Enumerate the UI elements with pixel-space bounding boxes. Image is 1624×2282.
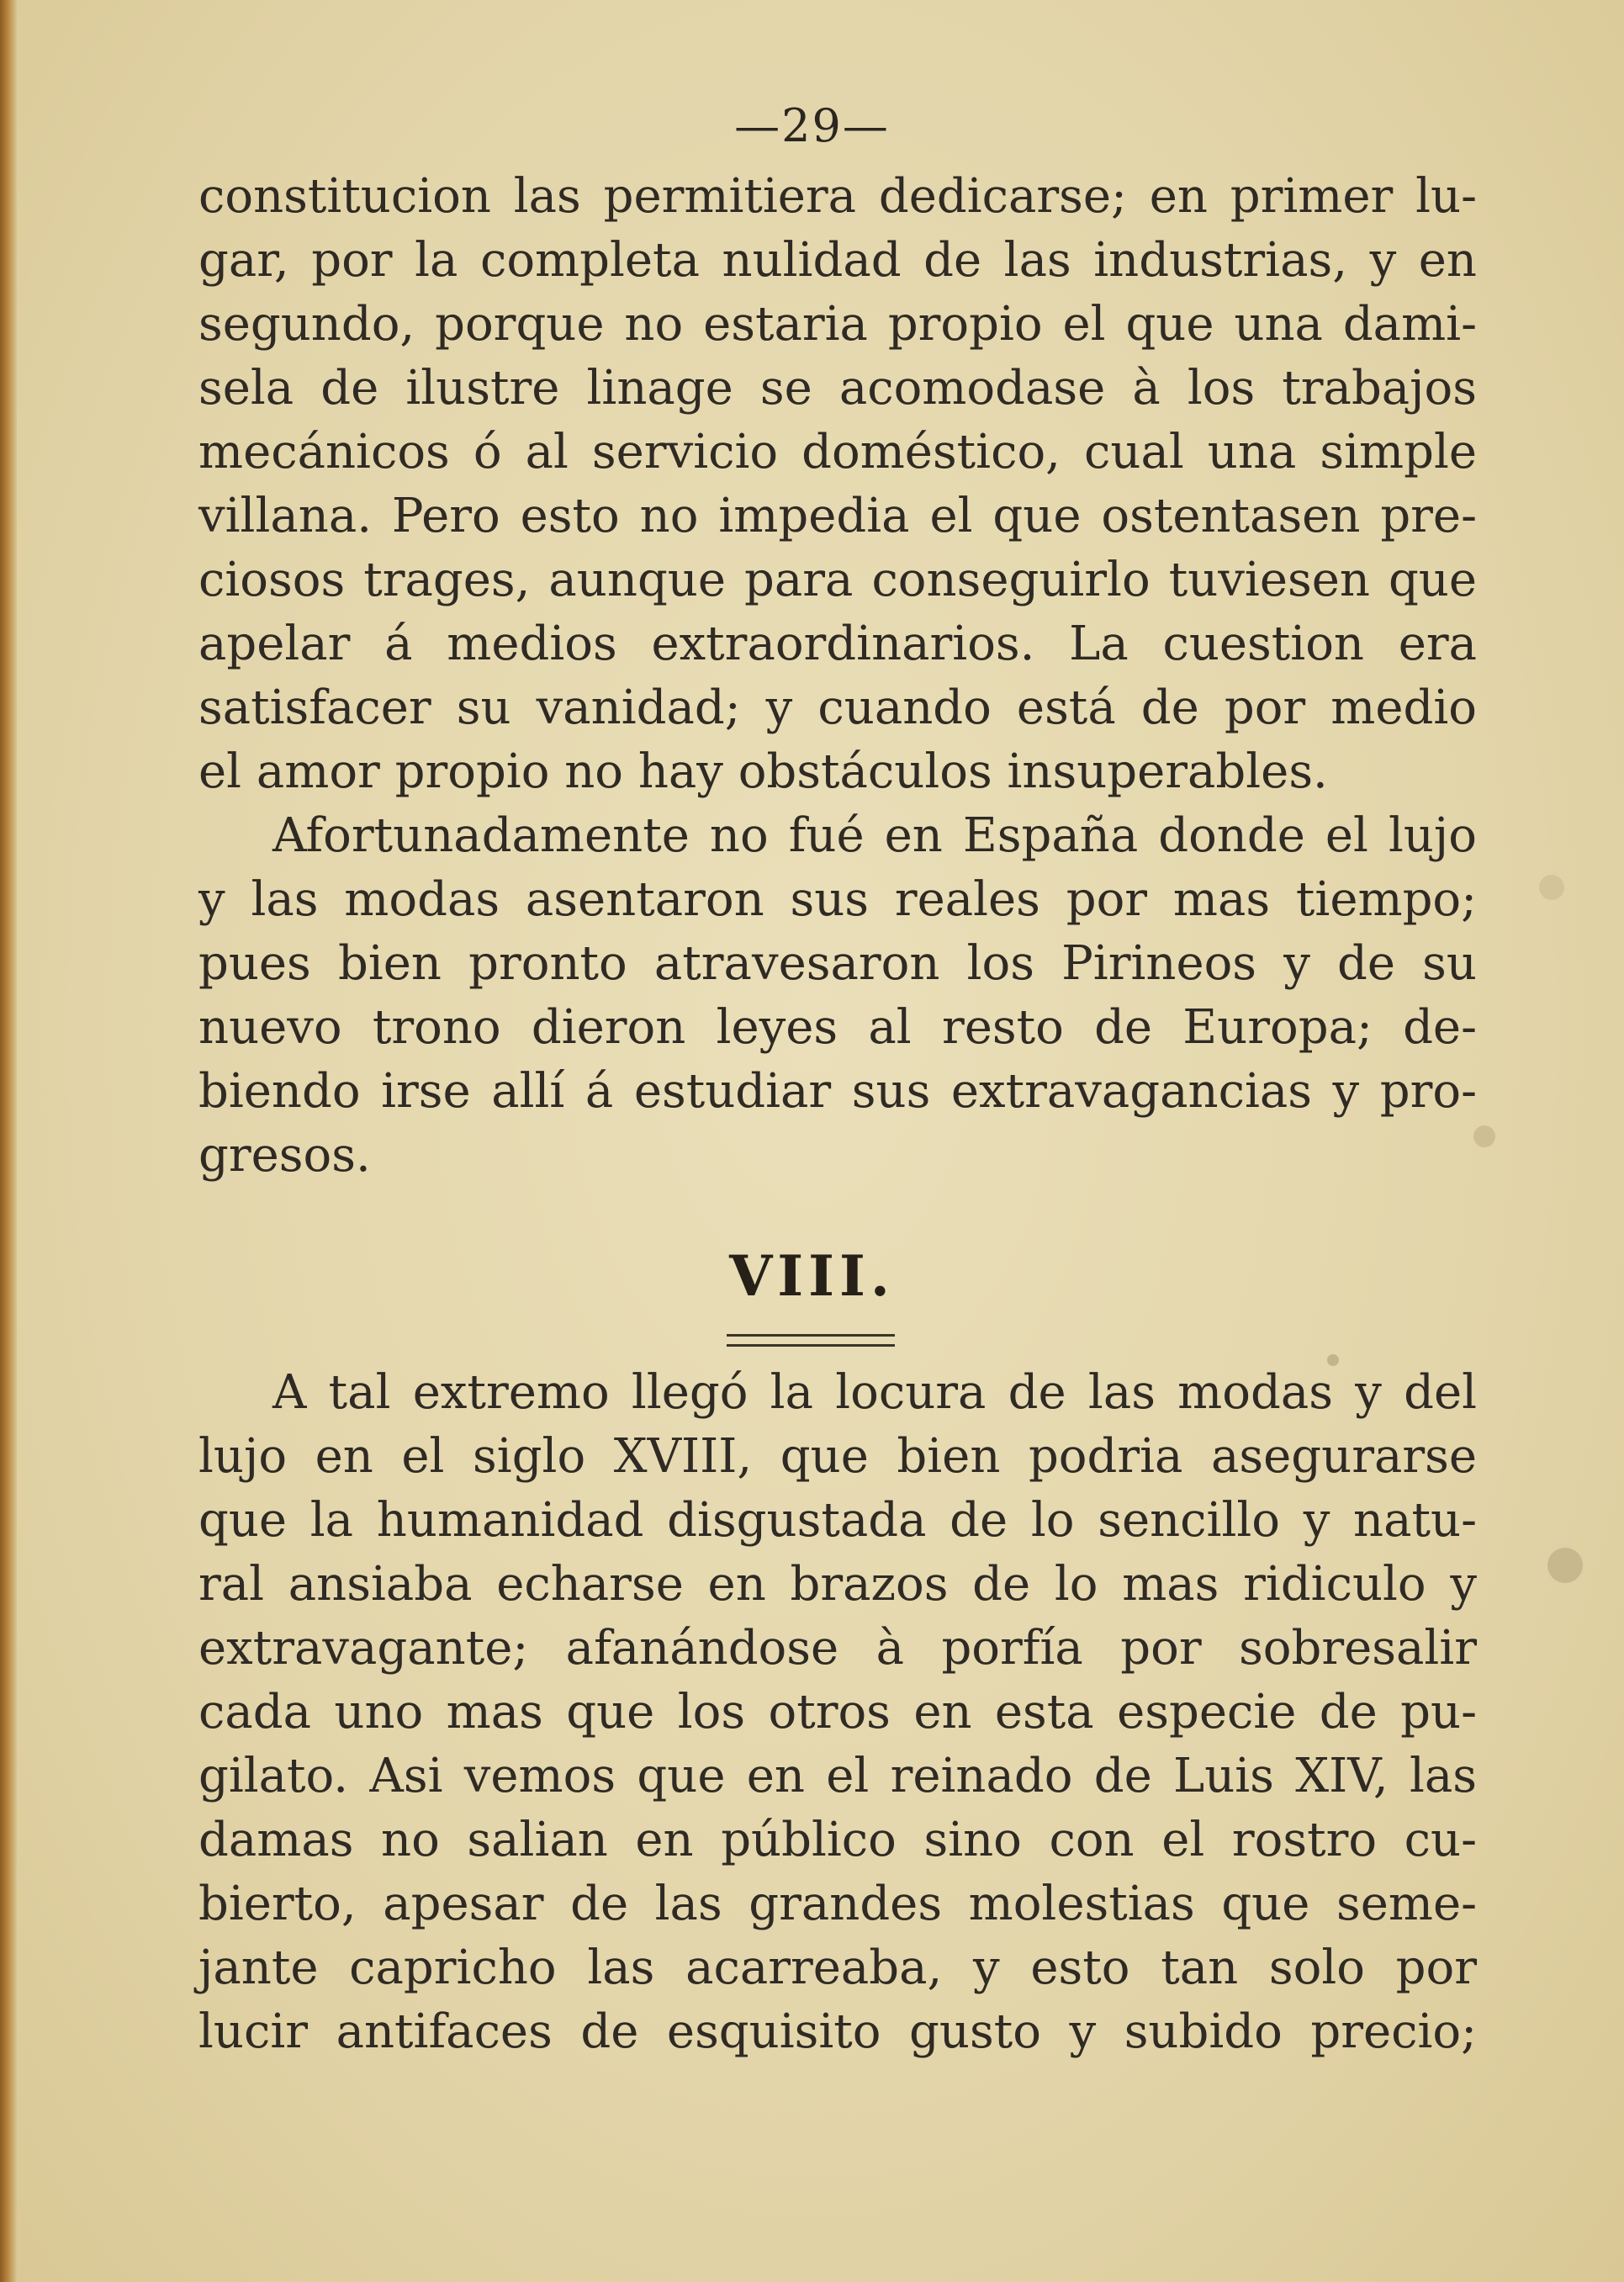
text-line: gilato. Asi vemos que en el reinado de Luis XIV, las xyxy=(198,1749,1477,1803)
text-block-top xyxy=(198,165,1477,1188)
text-line: lujo en el siglo XVIII, que bien podria asegurarse xyxy=(198,1429,1477,1484)
text-line: jante capricho las acarreaba, y esto tan solo por xyxy=(198,1940,1477,1995)
heading-rule xyxy=(727,1344,895,1347)
paper-stain xyxy=(1327,1354,1339,1366)
text-line: lucir antifaces de esquisito gusto y subido precio; xyxy=(198,2004,1477,2059)
paper-stain xyxy=(1473,1125,1495,1147)
text-line: pues bien pronto atravesaron los Pirineos y de su xyxy=(198,936,1477,991)
text-line: constitucion las permitiera dedicarse; en primer lu- xyxy=(198,169,1477,224)
page-number: —29— xyxy=(734,99,890,152)
text-line: A tal extremo llegó la locura de las modas y del xyxy=(272,1365,1477,1420)
text-line: mecánicos ó al servicio doméstico, cual una simple xyxy=(198,425,1477,479)
binding-edge xyxy=(0,0,17,2282)
text-line: Afortunadamente no fué en España donde el lujo xyxy=(272,808,1477,863)
text-line: bierto, apesar de las grandes molestias que seme- xyxy=(198,1877,1477,1931)
text-line: satisfacer su vanidad; y cuando está de por medio xyxy=(198,680,1477,735)
text-line: ciosos trages, aunque para conseguirlo tuviesen que xyxy=(198,553,1477,607)
text-line: gar, por la completa nulidad de las industrias, y en xyxy=(198,233,1477,288)
heading-rule xyxy=(727,1334,895,1337)
text-line: y las modas asentaron sus reales por mas tiempo; xyxy=(198,872,1477,927)
paper-stain xyxy=(1539,875,1564,900)
text-line: nuevo trono dieron leyes al resto de Europa; de- xyxy=(198,1000,1477,1055)
text-line: segundo, porque no estaria propio el que una dami- xyxy=(198,297,1477,352)
text-line: ral ansiaba echarse en brazos de lo mas ridiculo y xyxy=(198,1557,1477,1612)
text-line: villana. Pero esto no impedia el que ostentasen pre- xyxy=(198,489,1477,543)
text-line: cada uno mas que los otros en esta especie de pu- xyxy=(198,1685,1477,1739)
text-line: gresos. xyxy=(198,1128,371,1183)
text-line: damas no salian en público sino con el rostro cu- xyxy=(198,1813,1477,1867)
text-line: que la humanidad disgustada de lo sencillo y natu- xyxy=(198,1493,1477,1548)
text-line: biendo irse allí á estudiar sus extravagancias y pro- xyxy=(198,1064,1477,1119)
text-line: el amor propio no hay obstáculos insuperables. xyxy=(198,744,1328,799)
section-heading: VIII. xyxy=(729,1243,895,1309)
text-block-bottom xyxy=(198,1361,1477,2064)
text-line: extravagante; afanándose à porfía por sobresalir xyxy=(198,1621,1477,1676)
text-line: apelar á medios extraordinarios. La cuestion era xyxy=(198,617,1477,671)
paper-stain xyxy=(1547,1548,1583,1583)
text-line: sela de ilustre linage se acomodase à los trabajos xyxy=(198,361,1477,416)
